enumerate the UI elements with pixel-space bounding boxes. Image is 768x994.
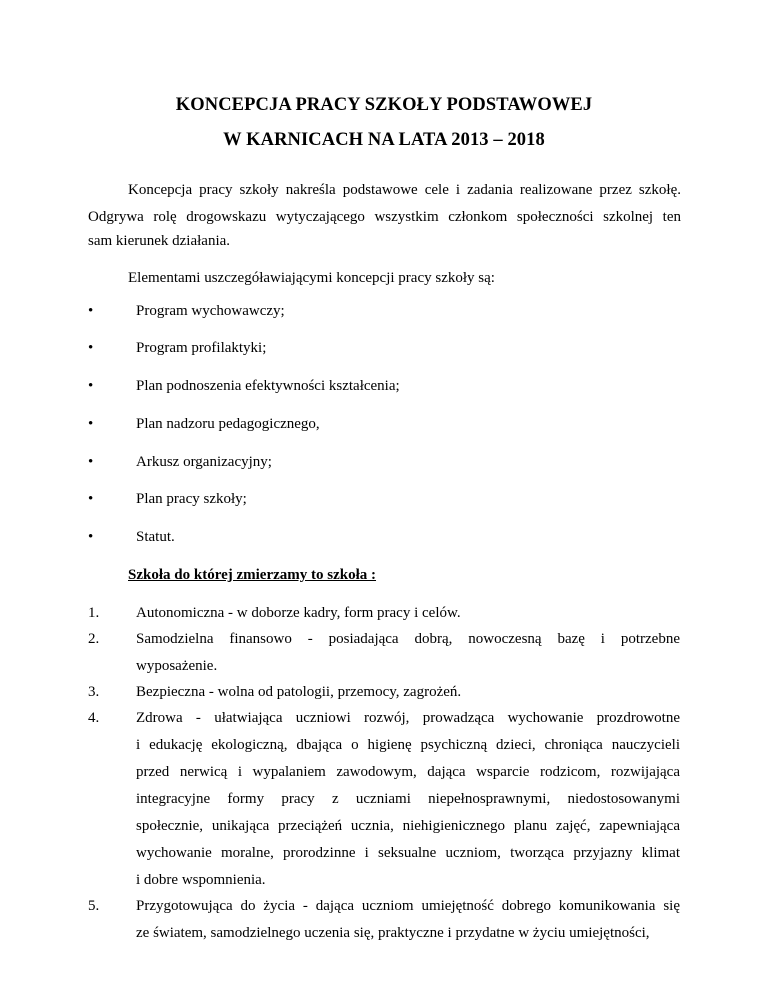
list-item-line: wychowanie moralne, prorodzinne i seksualne uczniom, tworząca przyjazny klimat [136,845,680,861]
list-item-line: przed nerwicą i wypalaniem zawodowym, dająca wsparcie rodzicom, rozwijająca [136,764,680,780]
list-number: 3. [88,684,100,700]
section-heading: Szkoła do której zmierzamy to szkoła : [128,567,377,583]
bullet-item: Plan podnoszenia efektywności kształcenia; [136,378,400,394]
bullet-item: Program profilaktyki; [136,340,267,356]
list-number: 1. [88,605,100,621]
intro-line-1: Koncepcja pracy szkoły nakreśla podstawowe cele i zadania realizowane przez szkołę. [128,182,681,198]
document-title-line-2: W KARNICACH NA LATA 2013 – 2018 [223,130,545,150]
list-item-line: integracyjne formy pracy z uczniami niepełnosprawnymi, niedostosowanymi [136,791,680,807]
document-title-line-1: KONCEPCJA PRACY SZKOŁY PODSTAWOWEJ [175,95,593,115]
list-number: 4. [88,710,100,726]
bullet-marker: • [88,340,94,356]
list-item-line: i dobre wspomnienia. [136,872,266,888]
list-item-line: wyposażenie. [136,658,218,674]
list-item-line: Zdrowa - ułatwiająca uczniowi rozwój, prowadząca wychowanie prozdrowotne [136,710,680,726]
list-item-line: Przygotowująca do życia - dająca uczniom umiejętność dobrego komunikowania się [136,898,680,914]
bullet-marker: • [88,454,94,470]
list-item-line: społecznie, unikająca przeciążeń ucznia, niehigienicznego planu zajęć, zapewniająca [136,818,680,834]
list-item-line: Samodzielna finansowo - posiadająca dobrą, nowoczesną bazę i potrzebne [136,631,680,647]
bullet-item: Statut. [136,529,175,545]
bullet-marker: • [88,529,94,545]
intro-line-2: Odgrywa rolę drogowskazu wytyczającego wszystkim członkom społeczności szkolnej ten [88,209,681,225]
bullet-marker: • [88,303,94,319]
bullet-marker: • [88,416,94,432]
bullet-item: Plan pracy szkoły; [136,491,247,507]
list-item-line: Autonomiczna - w doborze kadry, form pracy i celów. [136,605,461,621]
bullet-item: Arkusz organizacyjny; [136,454,272,470]
intro-line-3: sam kierunek działania. [88,233,231,249]
bullet-item: Program wychowawczy; [136,303,285,319]
list-number: 2. [88,631,100,647]
list-item-line: ze światem, samodzielnego uczenia się, praktyczne i przydatne w życiu umiejętności, [136,925,650,941]
list-item-line: Bezpieczna - wolna od patologii, przemocy, zagrożeń. [136,684,462,700]
list-item-line: i edukację ekologiczną, dbająca o higienę psychiczną dzieci, chroniąca nauczycieli [136,737,680,753]
bullet-marker: • [88,491,94,507]
bullet-item: Plan nadzoru pedagogicznego, [136,416,320,432]
elements-intro: Elementami uszczegóławiającymi koncepcji pracy szkoły są: [128,270,495,286]
list-number: 5. [88,898,100,914]
bullet-marker: • [88,378,94,394]
